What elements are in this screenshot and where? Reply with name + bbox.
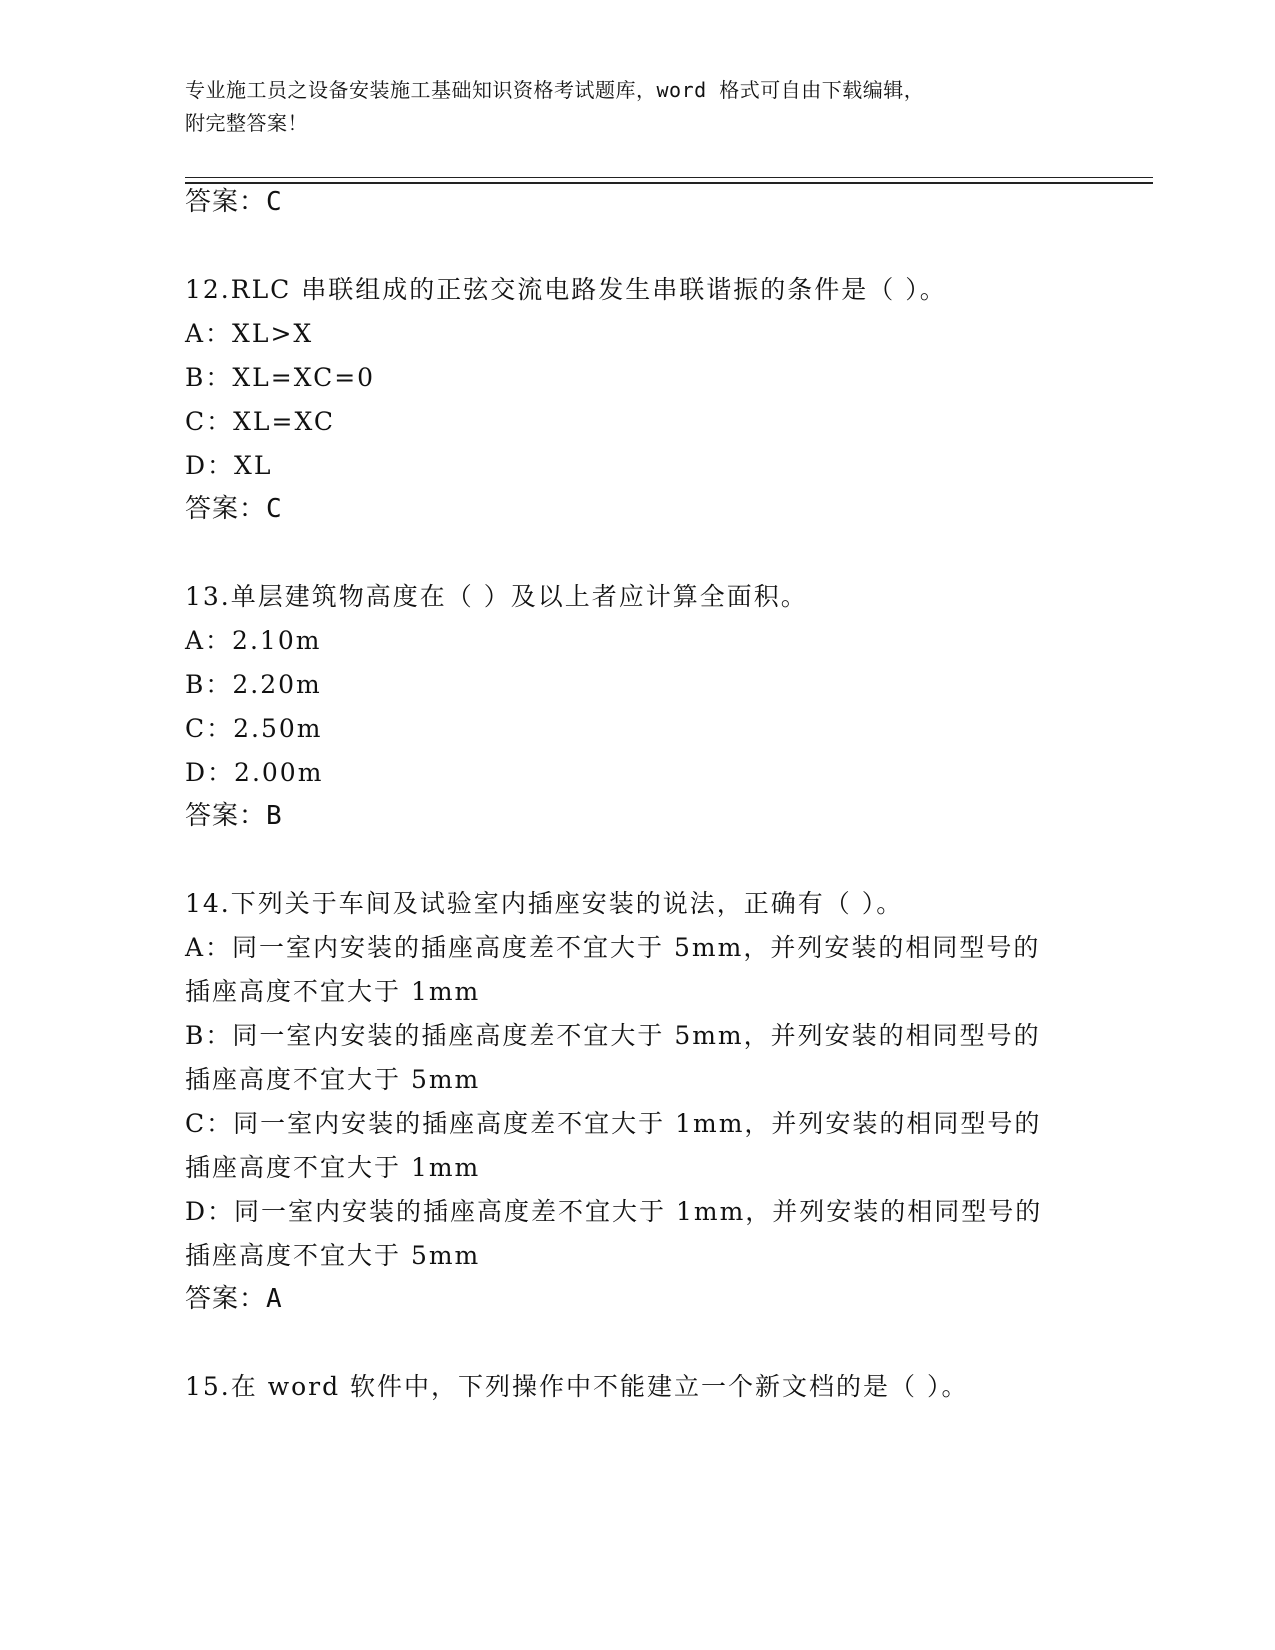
header-divider-thin	[185, 177, 1153, 178]
question-13-stem: 13.单层建筑物高度在（ ）及以上者应计算全面积。	[185, 582, 808, 611]
answer-line: 答案：C	[185, 187, 283, 217]
question-12-option-d: D：XL	[185, 451, 273, 480]
question-14-option-d-line-1: D：同一室内安装的插座高度差不宜大于 1mm，并列安装的相同型号的	[185, 1197, 1043, 1226]
question-12-stem: 12.RLC 串联组成的正弦交流电路发生串联谐振的条件是（ ）。	[185, 275, 947, 304]
question-14-option-a-line-2: 插座高度不宜大于 1mm	[185, 977, 481, 1006]
question-15-stem: 15.在 word 软件中，下列操作中不能建立一个新文档的是（ ）。	[185, 1372, 969, 1401]
page-header	[185, 74, 1065, 140]
question-14-option-b-line-1: B：同一室内安装的插座高度差不宜大于 5mm，并列安装的相同型号的	[185, 1021, 1041, 1050]
question-14-option-b-line-2: 插座高度不宜大于 5mm	[185, 1065, 481, 1094]
question-13-option-b: B：2.20m	[185, 670, 322, 699]
question-14-stem: 14.下列关于车间及试验室内插座安装的说法，正确有（ ）。	[185, 889, 904, 918]
question-13-option-a: A：2.10m	[185, 626, 322, 655]
question-14-option-d-line-2: 插座高度不宜大于 5mm	[185, 1241, 481, 1270]
question-14-answer: 答案：A	[185, 1284, 283, 1314]
question-13-option-d: D：2.00m	[185, 758, 324, 787]
question-13-answer: 答案：B	[185, 801, 283, 831]
header-divider-thick	[185, 182, 1153, 184]
question-14-option-c-line-1: C：同一室内安装的插座高度差不宜大于 1mm，并列安装的相同型号的	[185, 1109, 1042, 1138]
question-12-option-a: A：XL>X	[185, 319, 314, 348]
header-line-1: 专业施工员之设备安装施工基础知识资格考试题库，word 格式可自由下载编辑，	[185, 78, 925, 102]
question-12-answer: 答案：C	[185, 494, 283, 524]
question-14-option-c-line-2: 插座高度不宜大于 1mm	[185, 1153, 481, 1182]
question-13-option-c: C：2.50m	[185, 714, 323, 743]
question-12-option-c: C：XL=XC	[185, 407, 335, 436]
question-14-option-a-line-1: A：同一室内安装的插座高度差不宜大于 5mm，并列安装的相同型号的	[185, 933, 1041, 962]
header-line-2: 附完整答案！	[185, 111, 308, 135]
question-12-option-b: B：XL=XC=0	[185, 363, 376, 392]
